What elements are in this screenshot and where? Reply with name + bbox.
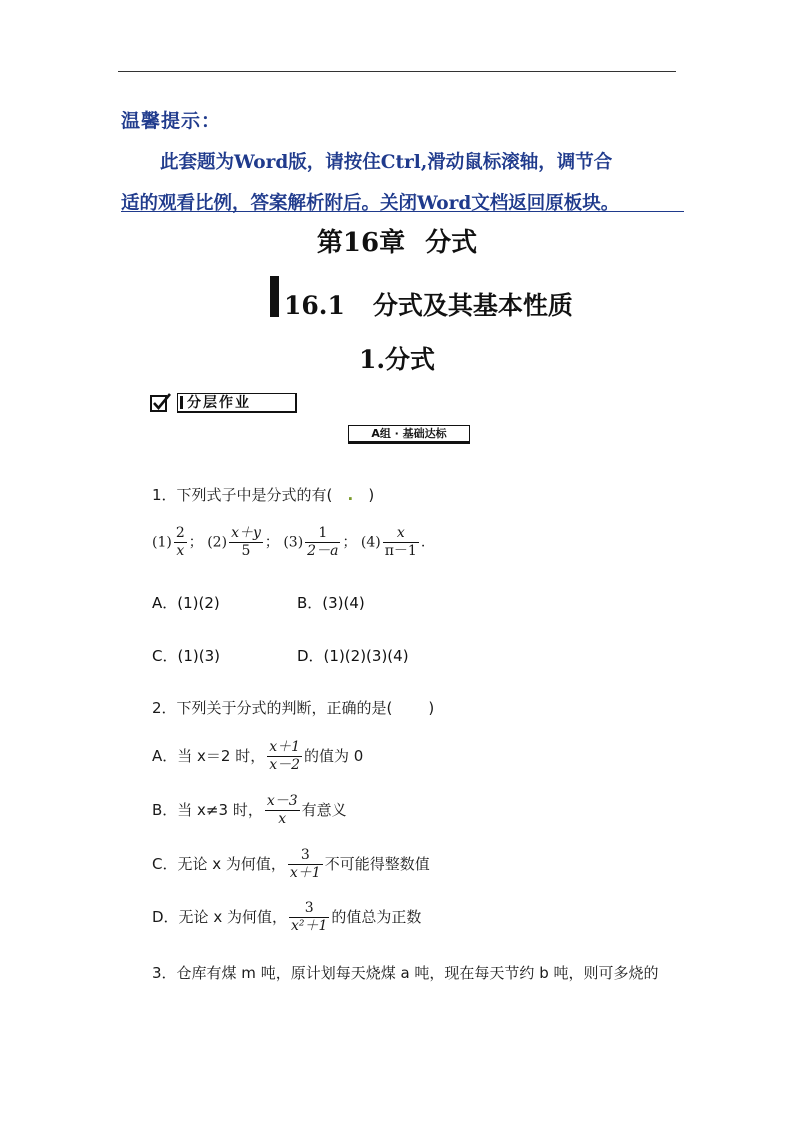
fraction: $\frac{x-3}{x}$ (266, 793, 298, 827)
fraction: $\frac{3}{x+1}$ (289, 847, 321, 881)
q1-option-c: C．(1)(3) (152, 647, 220, 665)
fraction: $\frac{2}{x}$ (175, 525, 185, 559)
section-title (284, 286, 573, 322)
subsection-title: 1.分式 (358, 345, 436, 374)
q2-option-a: A．当 x＝2 时， $\frac{x+1}{x-2}$ 的值为 0 (152, 739, 364, 773)
header-rule (118, 71, 676, 72)
tip-line-2: 适的观看比例，答案解析附后。关闭Word文档返回原板块。 (121, 193, 620, 214)
q1-option-b: B．(3)(4) (297, 594, 365, 612)
checkbox-checked-icon (150, 392, 172, 414)
section-number: 16.1 (284, 291, 345, 320)
q1-stem: 1．下列式子中是分式的有( . ) (152, 486, 375, 504)
q1-answer-dot: . (347, 486, 354, 504)
q2-stem: 2．下列关于分式的判断，正确的是( ) (152, 699, 435, 717)
section-bar (270, 276, 279, 317)
q1-option-d: D．(1)(2)(3)(4) (297, 647, 409, 665)
tip-underline (121, 211, 684, 212)
q3-stem: 3．仓库有煤 m 吨，原计划每天烧煤 a 吨，现在每天节约 b 吨，则可多烧的 (152, 964, 659, 982)
chapter-name: 分式 (425, 228, 478, 258)
fraction: $\frac{1}{2-a}$ (307, 525, 339, 559)
q2-option-b: B．当 x≠3 时， $\frac{x-3}{x}$ 有意义 (152, 793, 347, 827)
fraction: $\frac{x+1}{x-2}$ (269, 739, 301, 773)
q2-option-c: C．无论 x 为何值， $\frac{3}{x+1}$ 不可能得整数值 (152, 847, 430, 881)
chapter-title (0, 222, 794, 259)
tip-title: 温馨提示： (121, 110, 222, 132)
tip-line-1: 此套题为Word版，请按住Ctrl,滑动鼠标滚轴，调节合 (160, 152, 613, 173)
q2-option-d: D．无论 x 为何值， $\frac{3}{\text{x²＋1}}$ 的值总为正数 (152, 900, 422, 934)
group-label-box: A组 · 基础达标 (348, 425, 470, 444)
chapter-label: 第16章 (316, 228, 406, 258)
layer-label-box: 分层作业 (177, 393, 297, 413)
fraction: $\frac{x}{\pi-1}$ (384, 525, 417, 559)
fraction: $\frac{x+y}{5}$ (231, 525, 261, 559)
q1-option-a: A．(1)(2) (152, 594, 220, 612)
section-name: 分式及其基本性质 (372, 291, 573, 320)
q1-expressions: (1) $\frac{2}{x}$ ； (2) $\frac{x+y}{5}$ ； (3) $\frac{1}{2-a}$ ； (4) $\frac{x}{\pi-1}$ . (152, 525, 426, 559)
fraction: $\frac{3}{\text{x²＋1}}$ (290, 900, 328, 934)
